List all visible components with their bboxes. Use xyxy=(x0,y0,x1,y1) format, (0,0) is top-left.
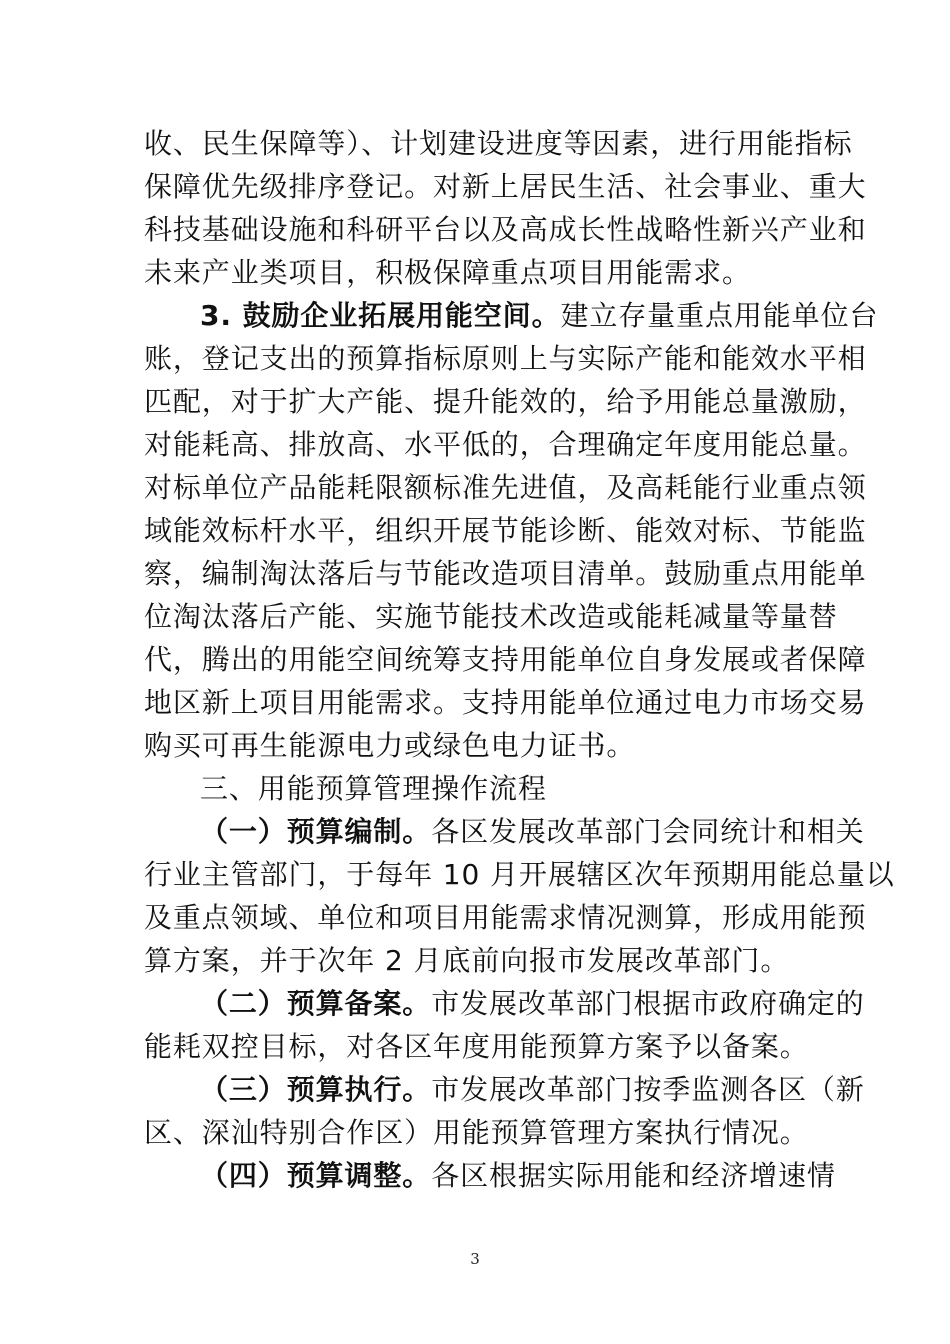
paragraph-line: 位淘汰落后产能、实施节能技术改造或能耗减量等量替 xyxy=(144,600,838,633)
document-page xyxy=(144,122,895,1197)
section-3-text: 建立存量重点用能单位台 xyxy=(560,299,879,332)
paragraph-line: 代，腾出的用能空间统筹支持用能单位自身发展或者保障 xyxy=(144,643,867,676)
sub-1-first-line xyxy=(144,810,865,853)
paragraph-line: 能耗双控目标，对各区年度用能预算方案予以备案。 xyxy=(144,1030,809,1063)
sub-2-heading: （二）预算备案。 xyxy=(200,987,432,1020)
paragraph-line: 行业主管部门，于每年 10 月开展辖区次年预期用能总量以 xyxy=(144,858,895,891)
paragraph-line: 对标单位产品能耗限额标准先进值，及高耗能行业重点领 xyxy=(144,471,867,504)
sub-2-first-line xyxy=(144,982,865,1025)
sub-4-first-line xyxy=(144,1154,836,1197)
sub-3-first-line xyxy=(144,1068,865,1111)
sub-4-text: 各区根据实际用能和经济增速情 xyxy=(431,1159,836,1192)
sub-4-heading: （四）预算调整。 xyxy=(200,1159,432,1192)
paragraph-line: 科技基础设施和科研平台以及高成长性战略性新兴产业和 xyxy=(144,213,867,246)
sub-3-text: 市发展改革部门按季监测各区（新 xyxy=(431,1073,865,1106)
paragraph-line: 保障优先级排序登记。对新上居民生活、社会事业、重大 xyxy=(144,170,867,203)
section-3-first-line xyxy=(144,294,879,337)
paragraph-line: 区、深汕特别合作区）用能预算管理方案执行情况。 xyxy=(144,1116,809,1149)
paragraph-line: 域能效标杆水平，组织开展节能诊断、能效对标、节能监 xyxy=(144,514,867,547)
sub-2-text: 市发展改革部门根据市政府确定的 xyxy=(431,987,865,1020)
paragraph-line: 购买可再生能源电力或绿色电力证书。 xyxy=(144,729,636,762)
paragraph-line: 察，编制淘汰落后与节能改造项目清单。鼓励重点用能单 xyxy=(144,557,867,590)
paragraph-line: 匹配，对于扩大产能、提升能效的，给予用能总量激励， xyxy=(144,385,867,418)
paragraph-line: 及重点领域、单位和项目用能需求情况测算，形成用能预 xyxy=(144,901,867,934)
paragraph-line: 地区新上项目用能需求。支持用能单位通过电力市场交易 xyxy=(144,686,867,719)
sub-3-heading: （三）预算执行。 xyxy=(200,1073,432,1106)
sub-1-text: 各区发展改革部门会同统计和相关 xyxy=(431,815,865,848)
paragraph-line: 收、民生保障等）、计划建设进度等因素，进行用能指标 xyxy=(144,127,853,160)
paragraph-line: 账，登记支出的预算指标原则上与实际产能和能效水平相 xyxy=(144,342,867,375)
paragraph-line: 对能耗高、排放高、水平低的，合理确定年度用能总量。 xyxy=(144,428,867,461)
paragraph-line: 算方案，并于次年 2 月底前向报市发展改革部门。 xyxy=(144,944,790,977)
chapter-heading: 三、用能预算管理操作流程 xyxy=(200,772,547,805)
paragraph-line: 未来产业类项目，积极保障重点项目用能需求。 xyxy=(144,256,751,289)
sub-1-heading: （一）预算编制。 xyxy=(200,815,432,848)
page-number: 3 xyxy=(470,1250,480,1268)
section-3-heading: 3. 鼓励企业拓展用能空间。 xyxy=(200,299,561,332)
